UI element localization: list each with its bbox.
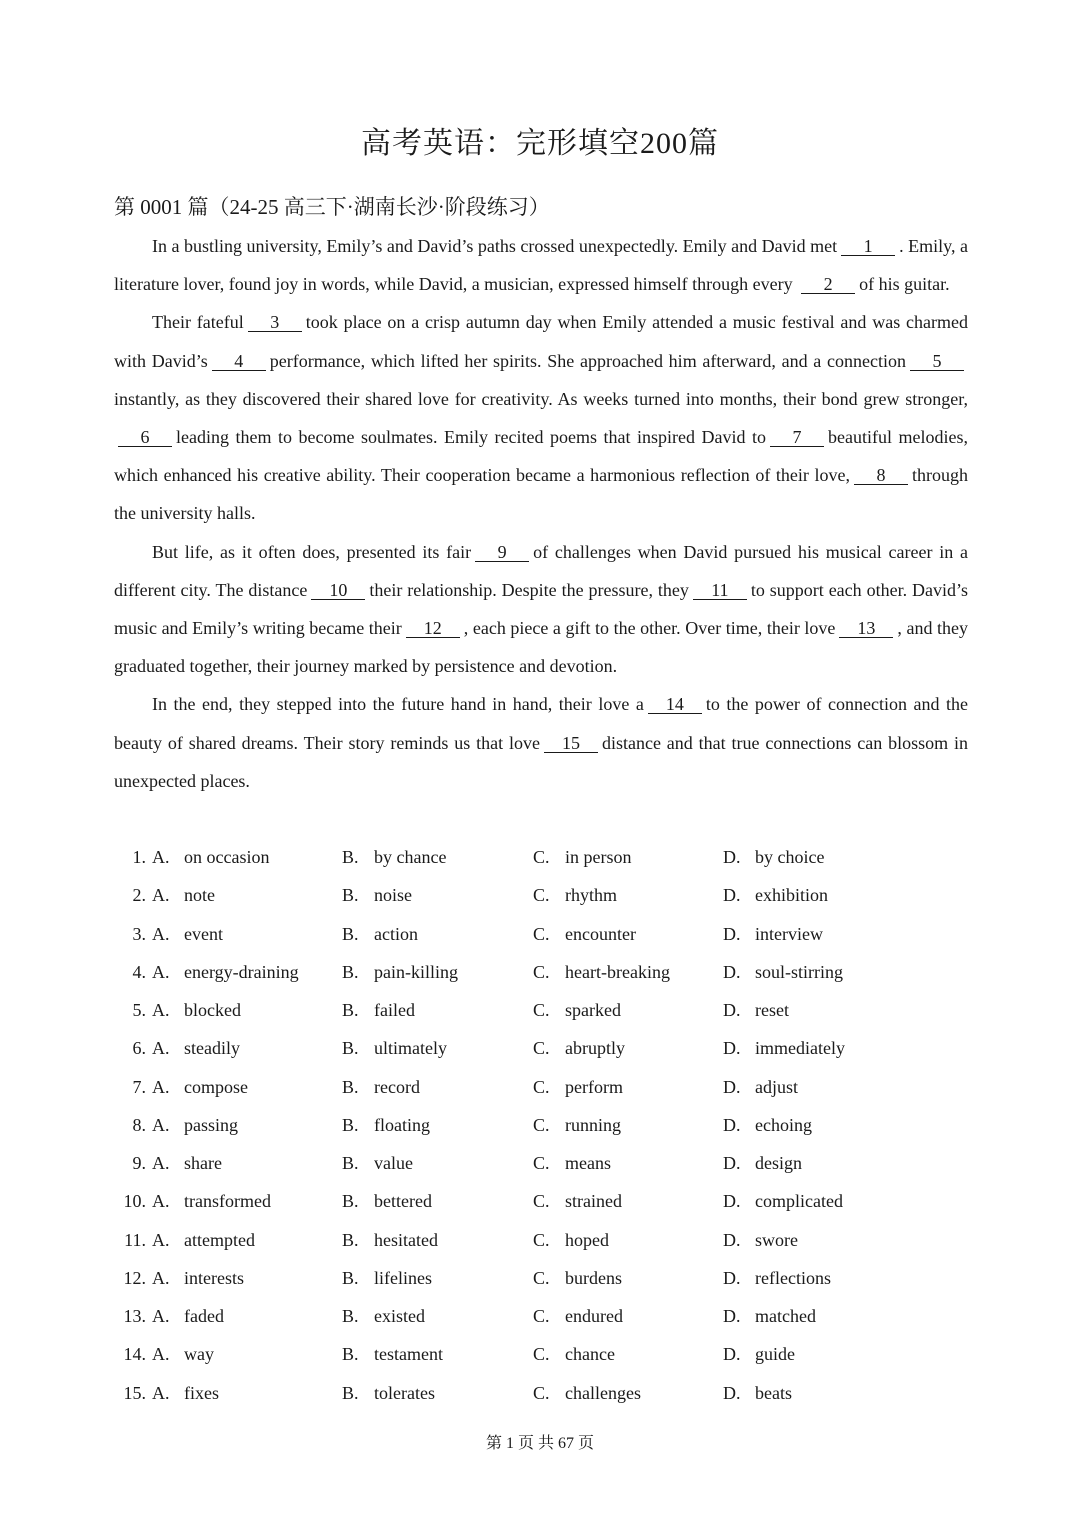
option-d [723,1335,795,1373]
option-text: event [184,923,223,944]
option-text: echoing [755,1114,812,1135]
option-letter: A . [152,991,184,1029]
option-text: beats [755,1382,792,1403]
option-letter: C . [533,1297,565,1335]
option-text: action [374,923,418,944]
option-text: reflections [755,1267,831,1288]
question-row [114,953,974,991]
option-letter: B . [342,1144,374,1182]
option-letter: D . [723,1335,755,1373]
option-b [342,876,412,914]
option-a [152,1068,248,1106]
option-a [152,838,269,876]
option-c [533,1259,622,1297]
question-row [114,876,974,914]
option-b [342,1182,432,1220]
option-letter: B . [342,1106,374,1144]
option-c [533,915,636,953]
option-letter: C . [533,991,565,1029]
option-d [723,1029,845,1067]
option-b [342,1374,435,1412]
blank-6: 6 [118,428,172,447]
option-letter: B . [342,1068,374,1106]
option-letter: C . [533,1106,565,1144]
passage-text [114,227,968,800]
passage-text-run: distance and that true connections can blossom in unexpected places. [114,732,968,791]
option-d [723,838,824,876]
blank-13: 13 [839,619,893,638]
option-letter: A . [152,1335,184,1373]
option-text: hesitated [374,1229,438,1250]
option-letter: C . [533,838,565,876]
option-letter: C . [533,1144,565,1182]
option-letter: A . [152,1297,184,1335]
option-b [342,915,418,953]
option-letter: C . [533,876,565,914]
option-letter: B . [342,876,374,914]
option-text: sparked [565,1000,621,1020]
question-row [114,1029,974,1067]
passage-text-run: , and they graduated together, their journey marked by persistence and devotion. [114,618,969,677]
blank-3: 3 [248,313,302,332]
option-text: ultimately [374,1038,447,1059]
question-row [114,1182,974,1220]
option-text: burdens [565,1267,622,1288]
option-b [342,1221,438,1259]
answer-options-list [114,838,974,1412]
option-a [152,1374,219,1412]
option-text: matched [755,1306,816,1326]
blank-10: 10 [311,581,365,600]
option-letter: D . [723,1182,755,1220]
option-letter: B . [342,953,374,991]
option-letter: A . [152,1106,184,1144]
option-text: swore [755,1229,798,1250]
option-text: pain-killing [374,961,458,982]
passage-text-run: of challenges when David pursued his musical career in a different city. The distance [114,541,968,600]
option-d [723,1221,798,1259]
option-c [533,1374,641,1412]
option-d [723,1297,816,1335]
page-title: 高考英语：完形填空200篇 [361,127,719,160]
option-letter: B . [342,1221,374,1259]
question-row [114,838,974,876]
option-text: heart-breaking [565,961,670,982]
blank-7: 7 [770,428,824,447]
option-text: attempted [184,1229,255,1250]
option-letter: D . [723,1068,755,1106]
passage-text-run: In a bustling university, Emily’s and David’s paths crossed unexpectedly. Emily and David met [152,236,838,256]
blank-1: 1 [841,237,895,256]
option-text: means [565,1153,611,1173]
option-letter: A . [152,1374,184,1412]
option-text: hoped [565,1229,609,1250]
blank-9: 9 [475,543,529,562]
option-letter: B . [342,991,374,1029]
option-text: guide [755,1344,795,1365]
passage-text-run: through the university halls. [114,465,968,524]
option-letter: B . [342,838,374,876]
option-letter: D . [723,876,755,914]
option-a [152,1106,238,1144]
option-d [723,1068,798,1106]
option-text: faded [184,1306,224,1326]
option-text: bettered [374,1191,432,1212]
option-text: failed [374,1000,415,1020]
option-letter: A . [152,1221,184,1259]
option-letter: B . [342,1297,374,1335]
option-d [723,1374,792,1412]
option-text: interview [755,923,823,944]
option-text: blocked [184,1000,241,1020]
option-text: transformed [184,1191,271,1212]
passage-paragraph-1 [114,227,968,303]
passage-text-run: leading them to become soulmates. Emily recited poems that inspired David to [176,427,767,448]
option-letter: A . [152,1259,184,1297]
option-b [342,1144,413,1182]
option-c [533,1029,625,1067]
option-letter: B . [342,1374,374,1412]
option-letter: D . [723,1029,755,1067]
option-a [152,953,299,991]
option-d [723,876,828,914]
option-letter: D . [723,1106,755,1144]
blank-15: 15 [544,734,598,753]
question-number: 12 . [114,1259,146,1297]
option-d [723,1259,831,1297]
question-row [114,915,974,953]
page-number: 第 1 页 共 67 页 [485,1435,594,1452]
passage-text-run: , each piece a gift to the other. Over time, their love [463,618,836,639]
passage-text-run: their relationship. Despite the pressure, they [369,579,689,600]
passage-heading: 第 0001 篇（24-25 高三下·湖南长沙·阶段练习） [114,195,550,219]
option-text: passing [184,1114,238,1135]
question-row [114,1068,974,1106]
option-text: exhibition [755,885,828,906]
option-c [533,838,632,876]
option-letter: C . [533,953,565,991]
option-letter: D . [723,953,755,991]
option-letter: D . [723,1374,755,1412]
option-d [723,953,843,991]
option-text: note [184,885,215,906]
question-number: 14 . [114,1335,146,1373]
option-d [723,915,823,953]
passage-text-run: performance, which lifted her spirits. She approached him afterward, and a connection [269,350,906,371]
option-letter: A . [152,838,184,876]
passage-text-run: Their fateful [152,312,244,333]
option-text: compose [184,1076,248,1097]
option-text: by choice [755,847,825,867]
option-text: tolerates [374,1382,435,1403]
option-letter: B . [342,1259,374,1297]
option-c [533,1335,615,1373]
option-text: way [184,1344,214,1365]
option-text: by chance [374,847,447,867]
option-c [533,1068,623,1106]
question-row [114,1297,974,1335]
option-b [342,1297,425,1335]
option-letter: C . [533,1221,565,1259]
option-text: abruptly [565,1038,625,1059]
option-letter: A . [152,1029,184,1067]
option-text: record [374,1076,420,1097]
question-row [114,1259,974,1297]
question-number: 15 . [114,1374,146,1412]
question-row [114,1335,974,1373]
passage-paragraph-2 [114,303,968,532]
option-text: share [184,1153,222,1173]
passage-text-run: . Emily, a literature lover, found joy in words, while David, a musician, expressed himself through every [114,236,968,295]
option-text: perform [565,1076,623,1097]
question-number: 1 . [114,838,146,876]
option-letter: C . [533,1068,565,1106]
option-letter: A . [152,953,184,991]
option-b [342,1259,432,1297]
passage-text-run: instantly, as they discovered their shared love for creativity. As weeks turned into months, their bond grew stronger, [114,388,968,409]
option-letter: C . [533,1029,565,1067]
question-number: 8 . [114,1106,146,1144]
option-text: strained [565,1191,622,1212]
option-b [342,991,415,1029]
question-row [114,991,974,1029]
blank-8: 8 [854,466,908,485]
option-text: value [374,1153,413,1173]
passage-paragraph-4 [114,685,968,800]
option-b [342,838,446,876]
passage-text-run: to support each other. David’s music and Emily’s writing became their [114,579,968,639]
question-number: 10 . [114,1182,146,1220]
question-number: 11 . [114,1221,146,1259]
option-letter: C . [533,915,565,953]
passage-text-run: beautiful melodies, which enhanced his creative ability. Their cooperation became a harmonious reflection of their love, [114,427,968,486]
option-letter: B . [342,1182,374,1220]
passage-text-run: But life, as it often does, presented its fair [152,541,472,562]
blank-4: 4 [212,352,266,371]
option-a [152,1297,224,1335]
option-c [533,876,617,914]
option-letter: C . [533,1335,565,1373]
option-text: in person [565,847,632,867]
option-a [152,1029,240,1067]
option-letter: D . [723,1221,755,1259]
option-b [342,1068,420,1106]
blank-12: 12 [406,619,460,638]
question-row [114,1106,974,1144]
option-c [533,953,670,991]
option-a [152,915,223,953]
option-d [723,991,789,1029]
blank-11: 11 [693,581,747,600]
blank-5: 5 [910,352,964,371]
option-letter: A . [152,1068,184,1106]
option-a [152,1259,244,1297]
option-text: energy-draining [184,961,299,982]
option-text: challenges [565,1382,641,1403]
question-row [114,1221,974,1259]
option-letter: B . [342,1335,374,1373]
option-text: complicated [755,1191,843,1212]
option-text: encounter [565,923,636,944]
option-d [723,1144,802,1182]
option-text: noise [374,885,412,906]
question-row [114,1144,974,1182]
question-number: 4 . [114,953,146,991]
option-letter: D . [723,1297,755,1335]
option-b [342,953,458,991]
question-number: 5 . [114,991,146,1029]
option-letter: A . [152,876,184,914]
option-letter: D . [723,838,755,876]
option-text: chance [565,1344,615,1365]
option-letter: C . [533,1182,565,1220]
option-d [723,1182,843,1220]
option-a [152,1144,222,1182]
option-a [152,1182,271,1220]
question-number: 6 . [114,1029,146,1067]
option-letter: D . [723,991,755,1029]
option-c [533,1221,609,1259]
option-text: fixes [184,1382,219,1403]
option-c [533,1106,621,1144]
option-letter: C . [533,1374,565,1412]
option-text: adjust [755,1076,798,1097]
option-a [152,1335,214,1373]
option-letter: D . [723,915,755,953]
option-letter: A . [152,1144,184,1182]
option-letter: B . [342,915,374,953]
option-text: existed [374,1306,425,1326]
option-c [533,1144,611,1182]
option-text: immediately [755,1038,845,1059]
question-number: 13 . [114,1297,146,1335]
passage-text-run: took place on a crisp autumn day when Emily attended a music festival and was charmed with David’s [114,312,968,371]
passage-text-run: of his guitar. [859,274,950,295]
option-b [342,1335,443,1373]
option-letter: B . [342,1029,374,1067]
question-number: 2 . [114,876,146,914]
option-text: reset [755,1000,789,1020]
option-text: running [565,1114,621,1135]
option-text: design [755,1153,802,1173]
option-c [533,991,621,1029]
option-text: interests [184,1267,244,1288]
option-letter: C . [533,1259,565,1297]
option-letter: A . [152,915,184,953]
option-text: soul-stirring [755,961,843,982]
passage-text-run: to the power of connection and the beauty of shared dreams. Their story reminds us that love [114,694,968,753]
option-letter: A . [152,1182,184,1220]
passage-text-run: In the end, they stepped into the future hand in hand, their love a [152,694,644,715]
question-number: 9 . [114,1144,146,1182]
option-b [342,1029,447,1067]
option-letter: D . [723,1259,755,1297]
question-row [114,1374,974,1412]
option-text: testament [374,1344,443,1365]
passage-paragraph-3 [114,533,968,686]
option-text: floating [374,1114,430,1135]
option-text: on occasion [184,847,270,867]
option-text: endured [565,1306,623,1326]
option-letter: D . [723,1144,755,1182]
option-text: steadily [184,1038,240,1059]
option-c [533,1297,623,1335]
option-c [533,1182,622,1220]
blank-14: 14 [648,695,702,714]
blank-2: 2 [801,275,855,294]
option-a [152,991,241,1029]
option-b [342,1106,430,1144]
question-number: 3 . [114,915,146,953]
question-number: 7 . [114,1068,146,1106]
option-text: lifelines [374,1267,432,1288]
option-a [152,1221,255,1259]
option-text: rhythm [565,885,617,906]
option-d [723,1106,812,1144]
option-a [152,876,215,914]
